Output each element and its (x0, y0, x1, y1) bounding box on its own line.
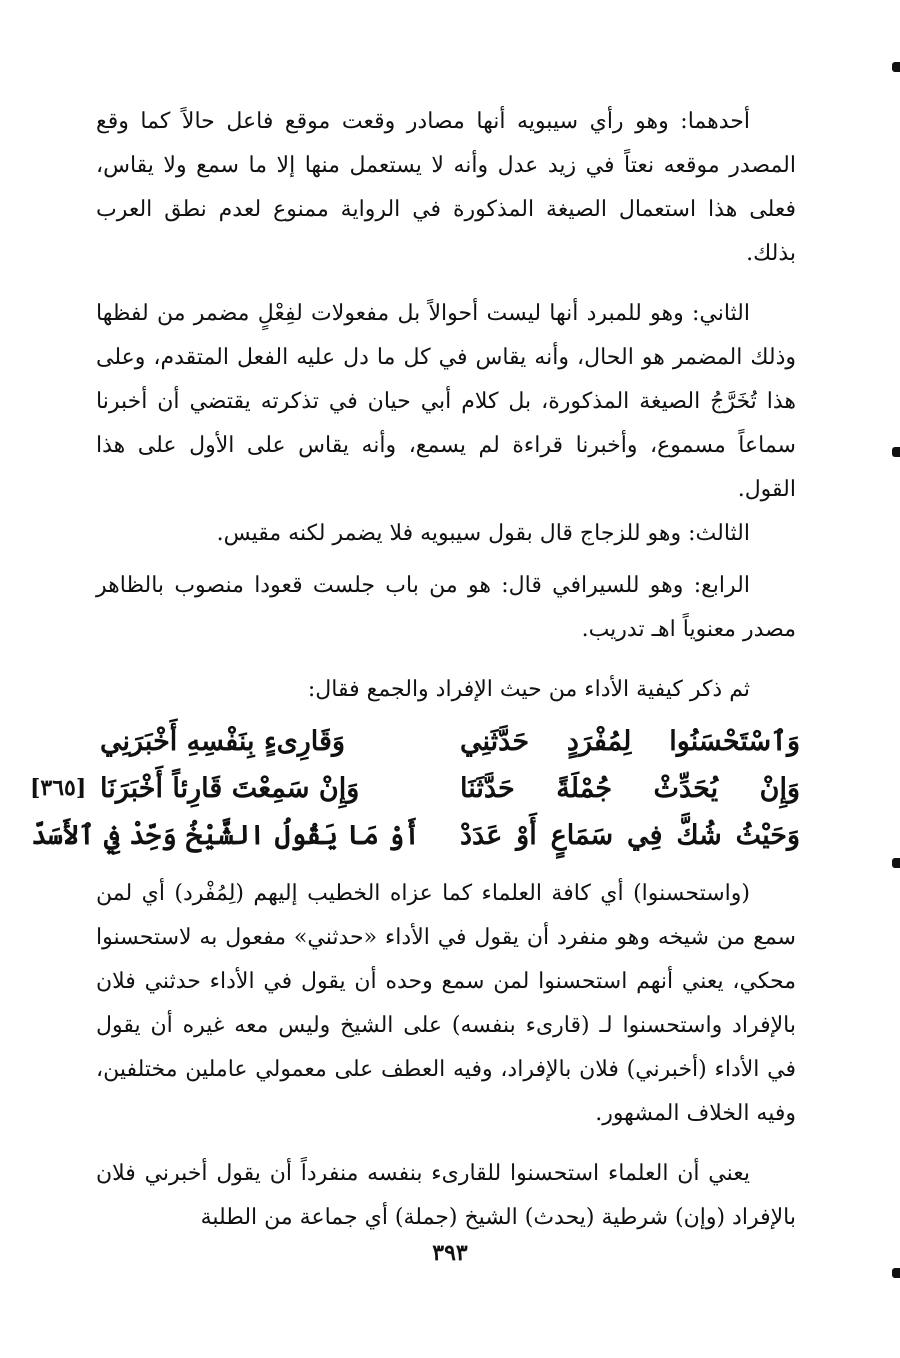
verse-second-hemistich: أَوْ مَا يَقُولُ الشَّيْخُ وَحِّدْ فِي ٱلأَسَدّ (31, 820, 420, 851)
paragraph-first-opinion: أحدهما: وهو رأي سيبويه أنها مصادر وقعت موقع فاعل حالاً كما وقع المصدر موقعه نعتاً في زيد عدل وأنه لا يستعمل منها إلا ما سمع ولا يقاس، فعلى هذا استعمال الصيغة المذكورة في الرواية ممنوع لعدم نطق العرب بذلك. (96, 109, 796, 266)
verse-second-hemistich: وَقَارِىءٍ بِنَفْسِهِ أَخْبَرَنِي (100, 726, 345, 757)
verse-second-hemistich: وَإِنْ سَمِعْتَ قَارِئاً أَخْبَرَنَا (100, 773, 360, 804)
paragraph-third-opinion: الثالث: وهو للزجاج قال بقول سيبويه فلا يضمر لكنه مقيس. (216, 521, 750, 546)
page-number: ٣٩٣ (432, 1240, 468, 1266)
paragraph-intro-verses: ثم ذكر كيفية الأداء من حيث الإفراد والجمع فقال: (307, 677, 750, 702)
verse-line (30, 812, 800, 859)
verse-first-hemistich: وَحَيْثُ شُكَّ فِي سَمَاعٍ أَوْ عَدَدْ (460, 820, 800, 851)
verse-first-hemistich: وَإِنْ يُحَدِّثْ جُمْلَةً حَدَّثَنَا (460, 773, 800, 804)
verse-first-hemistich: وَٱسْتَحْسَنُوا لِمُفْرَدٍ حَدَّثَنِي (460, 726, 800, 757)
verse-line (30, 765, 800, 812)
paragraph-fourth-opinion: الرابع: وهو للسيرافي قال: هو من باب جلست قعودا منصوب بالظاهر مصدر معنوياً اهـ تدريب. (96, 573, 796, 642)
scan-edge-mark (892, 858, 900, 868)
verse-line (30, 718, 800, 765)
paragraph-explanation: (واستحسنوا) أي كافة العلماء كما عزاه الخطيب إليهم (لِمُفْرد) أي لمن سمع من شيخه وهو منفرد أن يقول في الأداء «حدثني» مفعول به لاستحسنوا محكي، يعني أنهم استحسنوا لمن سمع وحده أن يقول في الأداء حدثني فلان بالإفراد واستحسنوا لـ (قارىء بنفسه) على الشيخ وليس معه غيره أن يقول في الأداء (أخبرني) فلان بالإفراد، وفيه العطف على معمولي عاملين مختلفين، وفيه الخلاف المشهور. (96, 881, 796, 1126)
scan-edge-mark (892, 1268, 900, 1278)
scan-edge-mark (892, 62, 900, 72)
poem-verses (30, 718, 800, 859)
scan-edge-mark (892, 447, 900, 457)
commentary-block-top (96, 100, 796, 712)
paragraph-second-opinion: الثاني: وهو للمبرد أنها ليست أحوالاً بل مفعولات لفِعْلٍ مضمر من لفظها وذلك المضمر هو الحال، وأنه يقاس في كل ما دل عليه الفعل المتقدم، وعلى هذا تُخَرَّجُ الصيغة المذكورة، بل كلام أبي حيان في تذكرته يقتضي أن أخبرنا سماعاً مسموع، وأخبرنا قراءة لم يسمع، وأنه يقاس على الأول على هذا القول. (96, 301, 796, 502)
commentary-block-bottom (96, 872, 796, 1240)
verse-number: [٣٦٥] (30, 775, 87, 801)
paragraph-continuation: يعني أن العلماء استحسنوا للقارىء بنفسه منفرداً أن يقول أخبرني فلان بالإفراد (وإن) شرطية (يحدث) الشيخ (جملة) أي جماعة من الطلبة (96, 1161, 796, 1230)
